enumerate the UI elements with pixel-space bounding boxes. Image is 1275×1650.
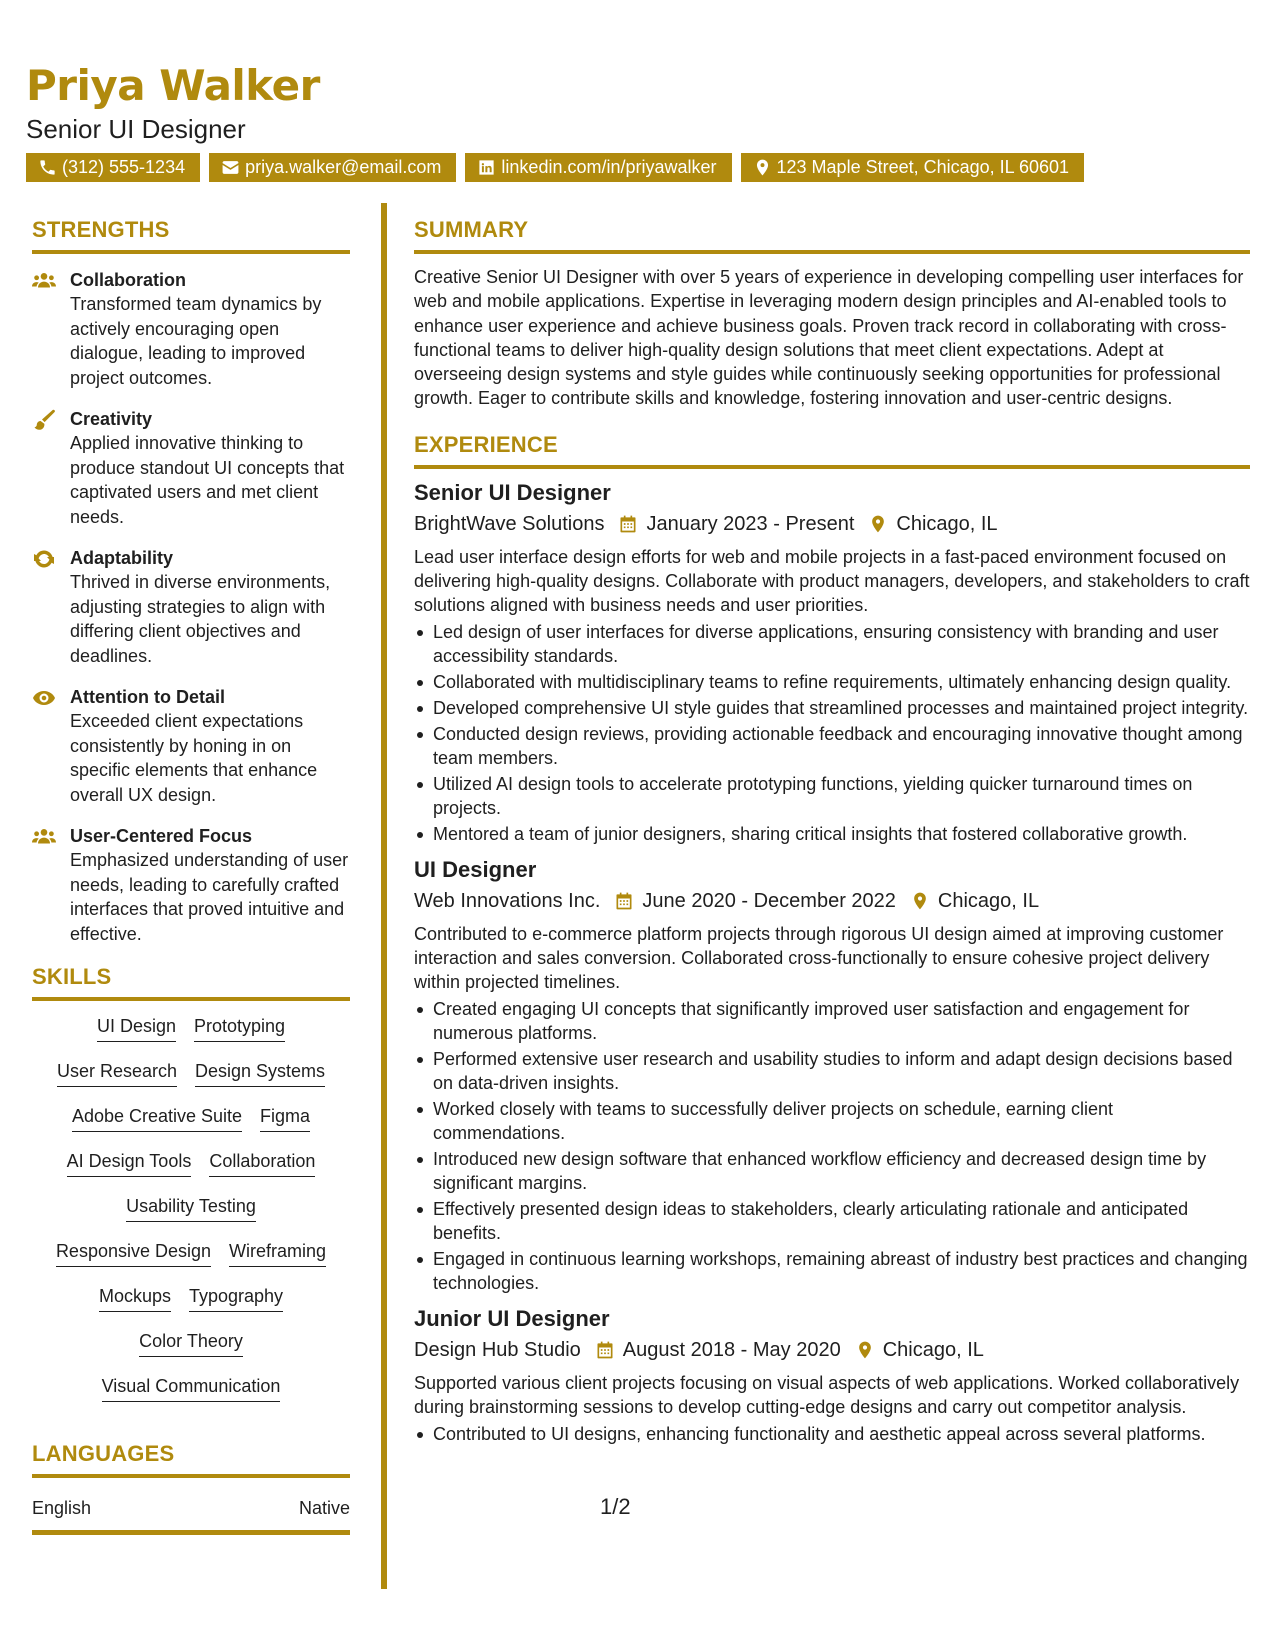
list-item: Collaborated with multidisciplinary teams to refine requirements, ultimately enhancing design quality. [414, 670, 1250, 694]
strength-text: Exceeded client expectations consistently by honing in on specific elements that enhance overall UX design. [70, 711, 318, 805]
skill-tag: Visual Communication [102, 1374, 281, 1402]
paintbrush-icon [32, 409, 56, 431]
map-pin-icon [868, 514, 888, 534]
contact-phone[interactable] [26, 153, 200, 182]
job-meta [414, 887, 1250, 915]
language-level: Native [298, 1498, 350, 1518]
language-name: English [32, 1498, 92, 1518]
skill-tag: Wireframing [229, 1239, 326, 1267]
skill-tag: Figma [260, 1104, 310, 1132]
strength-text: Emphasized understanding of user needs, leading to carefully crafted interfaces that proved intuitive and effective. [70, 850, 349, 944]
sync-icon [32, 548, 56, 570]
job-location: Chicago, IL [937, 889, 1040, 912]
users-icon [32, 270, 56, 292]
contact-bar [26, 153, 1256, 182]
map-pin-icon [910, 891, 930, 911]
contact-text: 123 Maple Street, Chicago, IL 60601 [776, 157, 1070, 177]
strength-title: User-Centered Focus [70, 826, 253, 846]
skill-tag: Design Systems [195, 1059, 325, 1087]
skill-tag: Adobe Creative Suite [72, 1104, 242, 1132]
languages-section [32, 1440, 350, 1535]
job-title: Senior UI Designer [414, 479, 611, 505]
users-icon [32, 826, 56, 848]
job-title: Junior UI Designer [414, 1305, 610, 1331]
skill-tag: Collaboration [209, 1149, 315, 1177]
strength-item [32, 407, 350, 529]
eye-icon [32, 687, 56, 709]
job-location: Chicago, IL [896, 512, 998, 535]
job-dates: August 2018 - May 2020 [622, 1338, 841, 1361]
section-title: SKILLS [32, 963, 350, 1001]
job-meta [414, 510, 1250, 538]
job-entry [414, 856, 1250, 1295]
language-row [32, 1496, 350, 1535]
strength-item [32, 824, 350, 946]
list-item: Led design of user interfaces for diverse applications, ensuring consistency with branding and user accessibility standards. [414, 620, 1250, 668]
list-item: Developed comprehensive UI style guides that streamlined processes and maintained project integrity. [414, 696, 1250, 720]
job-bullets [414, 1422, 1250, 1446]
map-pin-icon [753, 158, 772, 177]
skill-tag: UI Design [97, 1014, 176, 1042]
envelope-icon [221, 158, 240, 177]
column-divider [381, 203, 387, 1589]
job-bullets [414, 997, 1250, 1295]
skill-tag: Prototyping [194, 1014, 285, 1042]
strength-title: Adaptability [70, 548, 174, 568]
job-location: Chicago, IL [882, 1338, 984, 1361]
strength-title: Collaboration [70, 270, 186, 290]
calendar-icon [614, 891, 634, 911]
contact-address [741, 153, 1085, 182]
list-item: Engaged in continuous learning workshops, remaining abreast of industry best practices and changing technologies. [414, 1247, 1250, 1295]
strength-item [32, 268, 350, 390]
list-item: Introduced new design software that enhanced workflow efficiency and decreased design time by significant margins. [414, 1147, 1250, 1195]
job-title: UI Designer [414, 856, 537, 882]
contact-linkedin[interactable] [465, 153, 731, 182]
phone-icon [38, 158, 57, 177]
strength-text: Thrived in diverse environments, adjusting strategies to align with differing client objectives and deadlines. [70, 572, 331, 666]
candidate-name: Priya Walker [26, 61, 320, 110]
list-item: Worked closely with teams to successfully deliver projects on schedule, earning client commendations. [414, 1097, 1250, 1145]
list-item: Contributed to UI designs, enhancing functionality and aesthetic appeal across several platforms. [414, 1422, 1250, 1446]
strength-text: Applied innovative thinking to produce standout UI concepts that captivated users and met client needs. [70, 433, 345, 527]
skill-tag: Responsive Design [56, 1239, 211, 1267]
job-company: Design Hub Studio [414, 1338, 581, 1361]
calendar-icon [595, 1340, 615, 1360]
job-company: Web Innovations Inc. [414, 889, 601, 912]
experience-section [414, 431, 1250, 1446]
strength-title: Attention to Detail [70, 687, 225, 707]
skills-section [32, 963, 350, 1416]
strength-item [32, 546, 350, 668]
contact-text: linkedin.com/in/priyawalker [501, 157, 717, 177]
contact-email[interactable] [209, 153, 456, 182]
strengths-section [32, 216, 350, 946]
job-entry [414, 1305, 1250, 1446]
contact-text: (312) 555-1234 [62, 157, 186, 177]
job-meta [414, 1336, 1250, 1364]
candidate-role: Senior UI Designer [26, 114, 246, 144]
section-title: EXPERIENCE [414, 431, 1250, 469]
strength-item [32, 685, 350, 807]
summary-section [414, 216, 1250, 411]
resume-header [26, 60, 1256, 182]
list-item: Performed extensive user research and usability studies to inform and adapt design decisions based on data-driven insights. [414, 1047, 1250, 1095]
list-item: Effectively presented design ideas to stakeholders, clearly articulating rationale and anticipated benefits. [414, 1197, 1250, 1245]
skill-tag: AI Design Tools [67, 1149, 192, 1177]
job-entry [414, 479, 1250, 846]
right-column [414, 216, 1250, 1448]
summary-text: Creative Senior UI Designer with over 5 years of experience in developing compelling user interfaces for web and mobile applications. Expertise in leveraging modern design principles and AI-enabled tools to enhance user experience and achieve business goals. Proven track record in collaborating with cross-functional teams to deliver high-quality design solutions that meet client expectations. Adept at overseeing design systems and style guides while continuously seeking opportunities for professional growth. Eager to contribute skills and knowledge, fostering innovation and user-centric designs. [414, 267, 1244, 409]
list-item: Created engaging UI concepts that significantly improved user satisfaction and engagement for numerous platforms. [414, 997, 1250, 1045]
skill-tag: Mockups [99, 1284, 171, 1312]
skills-list [32, 1011, 350, 1416]
calendar-icon [618, 514, 638, 534]
contact-text: priya.walker@email.com [245, 157, 442, 177]
job-company: BrightWave Solutions [414, 512, 605, 535]
job-description: Supported various client projects focusing on visual aspects of web applications. Worked collaboratively during brainstorming sessions to develop cutting-edge designs and carry out competitor analysis. [414, 1372, 1240, 1417]
skill-tag: Typography [189, 1284, 283, 1312]
job-dates: January 2023 - Present [646, 512, 855, 535]
list-item: Utilized AI design tools to accelerate prototyping functions, yielding quicker turnaround times on projects. [414, 772, 1250, 820]
list-item: Mentored a team of junior designers, sharing critical insights that fostered collaborative growth. [414, 822, 1250, 846]
job-bullets [414, 620, 1250, 846]
job-dates: June 2020 - December 2022 [642, 889, 896, 912]
skill-tag: User Research [57, 1059, 177, 1087]
section-title: STRENGTHS [32, 216, 350, 254]
job-description: Lead user interface design efforts for web and mobile projects in a fast-paced environment focused on delivering high-quality designs. Collaborate with product managers, developers, and stakeholders to craft solutions aligned with business needs and user priorities. [414, 546, 1250, 615]
skill-tag: Usability Testing [126, 1194, 256, 1222]
strength-title: Creativity [70, 409, 153, 429]
left-column [32, 216, 350, 1535]
map-pin-icon [855, 1340, 875, 1360]
page-number: 1/2 [600, 1494, 631, 1519]
job-description: Contributed to e-commerce platform projects through rigorous UI design aimed at improving customer interaction and sales conversion. Collaborated cross-functionally to ensure cohesive project delivery within projected timelines. [414, 923, 1224, 992]
strength-text: Transformed team dynamics by actively encouraging open dialogue, leading to improved project outcomes. [70, 294, 322, 388]
skill-tag: Color Theory [139, 1329, 243, 1357]
section-title: SUMMARY [414, 216, 1250, 254]
linkedin-icon [477, 158, 496, 177]
section-title: LANGUAGES [32, 1440, 350, 1478]
list-item: Conducted design reviews, providing actionable feedback and encouraging innovative thought among team members. [414, 722, 1250, 770]
